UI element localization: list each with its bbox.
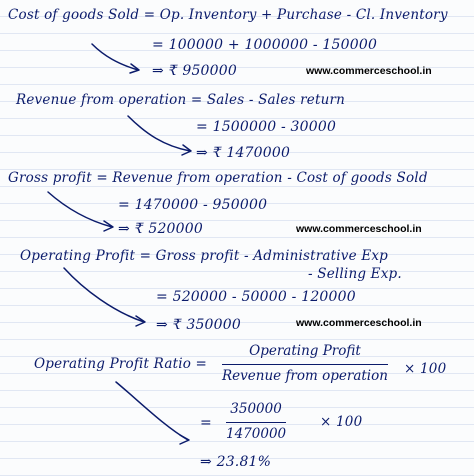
ratio-numerator-label: Operating Profit <box>249 343 361 359</box>
arrow-icon <box>64 268 144 322</box>
revenue-substitution: = 1500000 - 30000 <box>196 119 337 135</box>
ratio-times-100-values: × 100 <box>320 414 363 430</box>
revenue-result: ⇒ ₹ 1470000 <box>196 145 291 161</box>
operating-profit-selling-exp: - Selling Exp. <box>308 266 402 282</box>
ratio-denominator-label: Revenue from operation <box>222 367 388 384</box>
cogs-substitution: = 100000 + 1000000 - 150000 <box>152 37 378 53</box>
arrow-icon <box>92 44 138 70</box>
cogs-formula: Cost of goods Sold = Op. Inventory + Purchase - Cl. Inventory <box>8 7 448 23</box>
ratio-denominator-value: 1470000 <box>226 425 287 442</box>
arrow-icon <box>116 382 188 440</box>
watermark-bottom: www.commerceschool.in <box>296 317 422 329</box>
ratio-times-100: × 100 <box>404 361 447 377</box>
gross-profit-formula: Gross profit = Revenue from operation - Cost of goods Sold <box>8 170 428 186</box>
gross-profit-substitution: = 1470000 - 950000 <box>118 197 268 213</box>
revenue-formula: Revenue from operation = Sales - Sales return <box>16 92 346 108</box>
ratio-numerator-value: 350000 <box>230 401 282 417</box>
ratio-label: Operating Profit Ratio = <box>34 356 208 372</box>
arrow-icon <box>48 192 112 227</box>
watermark-middle: www.commerceschool.in <box>296 223 422 235</box>
cogs-result: ⇒ ₹ 950000 <box>152 63 237 79</box>
gross-profit-result: ⇒ ₹ 520000 <box>118 221 203 237</box>
watermark-top: www.commerceschool.in <box>306 65 432 77</box>
operating-profit-substitution: = 520000 - 50000 - 120000 <box>156 289 356 305</box>
operating-profit-formula: Operating Profit = Gross profit - Administrative Exp <box>20 248 389 264</box>
arrow-icon <box>180 435 189 444</box>
arrow-icon <box>128 116 190 151</box>
ratio-result: ⇒ 23.81% <box>200 454 272 470</box>
ratio-equals-sign: = <box>200 415 212 431</box>
operating-profit-result: ⇒ ₹ 350000 <box>156 317 241 333</box>
